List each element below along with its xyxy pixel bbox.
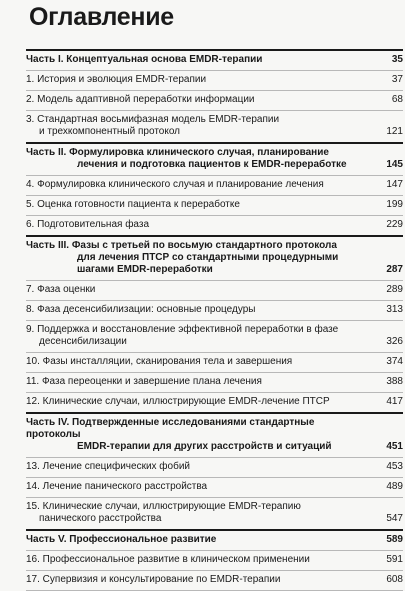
- toc-part-row: [26, 529, 403, 550]
- title-line: лечения и подготовка пациентов к EMDR-переработке: [77, 159, 347, 170]
- part-title: [26, 54, 373, 66]
- chapter-title: [26, 114, 373, 138]
- page-number: 147: [386, 179, 403, 190]
- chapter-title: [26, 574, 373, 586]
- chapter-title: [26, 219, 373, 231]
- title-line: Часть III. Фазы с третьей по восьмую стандартного протокола: [26, 240, 337, 251]
- page-number: 121: [386, 126, 403, 137]
- page-number: 289: [386, 284, 403, 295]
- toc-chapter-row: [26, 372, 403, 392]
- title-line: панического расстройства: [39, 513, 162, 524]
- toc-chapter-row: [26, 392, 403, 412]
- page-number: 374: [386, 356, 403, 367]
- title-line: EMDR-терапии для других расстройств и ситуаций: [77, 441, 332, 452]
- part-title: [26, 534, 373, 546]
- toc-chapter-row: [26, 280, 403, 300]
- page-number: 68: [391, 94, 403, 105]
- title-line: для лечения ПТСР со стандартными процедурными: [77, 252, 339, 263]
- title-line: 3. Стандартная восьмифазная модель EMDR-терапии: [26, 114, 280, 125]
- title-line: 5. Оценка готовности пациента к переработке: [26, 199, 240, 210]
- title-line: 14. Лечение панического расстройства: [26, 481, 208, 492]
- page-number: 608: [386, 574, 403, 585]
- title-line: 6. Подготовительная фаза: [26, 219, 150, 230]
- part-title: [26, 417, 373, 453]
- page-number: 417: [386, 396, 403, 407]
- page-number: 451: [386, 441, 403, 452]
- chapter-title: [26, 356, 373, 368]
- title-line: 11. Фаза переоценки и завершение плана лечения: [26, 376, 262, 387]
- title-line: Часть I. Концептуальная основа EMDR-терапии: [26, 54, 263, 65]
- chapter-title: [26, 179, 373, 191]
- toc-chapter-row: [26, 497, 403, 529]
- table-of-contents: [26, 49, 403, 591]
- chapter-title: [26, 304, 373, 316]
- toc-part-row: [26, 49, 403, 70]
- part-title: [26, 147, 373, 171]
- toc-part-row: [26, 235, 403, 280]
- title-line: 17. Супервизия и консультирование по EMDR-терапии: [26, 574, 281, 585]
- toc-chapter-row: [26, 477, 403, 497]
- title-line: 1. История и эволюция EMDR-терапии: [26, 74, 207, 85]
- title-line: 2. Модель адаптивной переработки информации: [26, 94, 255, 105]
- toc-chapter-row: [26, 570, 403, 591]
- page-number: 326: [386, 336, 403, 347]
- page-number: 287: [386, 264, 403, 275]
- title-line: Часть IV. Подтвержденные исследованиями стандартные протоколы: [26, 417, 315, 440]
- part-title: [26, 240, 373, 276]
- page-number: 547: [386, 513, 403, 524]
- toc-chapter-row: [26, 457, 403, 477]
- toc-chapter-row: [26, 550, 403, 570]
- toc-chapter-row: [26, 175, 403, 195]
- chapter-title: [26, 199, 373, 211]
- page-number: 145: [386, 159, 403, 170]
- page-number: 453: [386, 461, 403, 472]
- title-line: 10. Фазы инсталляции, сканирования тела и завершения: [26, 356, 293, 367]
- chapter-title: [26, 94, 373, 106]
- title-line: и трехкомпонентный протокол: [39, 126, 181, 137]
- chapter-title: [26, 396, 373, 408]
- page-number: 591: [386, 554, 403, 565]
- title-line: 4. Формулировка клинического случая и планирование лечения: [26, 179, 324, 190]
- page-number: 199: [386, 199, 403, 210]
- title-line: 15. Клинические случаи, иллюстрирующие EMDR-терапию: [26, 501, 301, 512]
- title-line: 16. Профессиональное развитие в клиническом применении: [26, 554, 310, 565]
- chapter-title: [26, 376, 373, 388]
- toc-chapter-row: [26, 352, 403, 372]
- page-number: 489: [386, 481, 403, 492]
- page-title: Оглавление: [29, 3, 174, 31]
- title-line: 9. Поддержка и восстановление эффективной переработки в фазе: [26, 324, 339, 335]
- toc-chapter-row: [26, 70, 403, 90]
- title-line: шагами EMDR-переработки: [77, 264, 213, 275]
- chapter-title: [26, 461, 373, 473]
- toc-chapter-row: [26, 320, 403, 352]
- chapter-title: [26, 501, 373, 525]
- chapter-title: [26, 284, 373, 296]
- page-number: 589: [386, 534, 403, 545]
- toc-chapter-row: [26, 90, 403, 110]
- title-line: Часть V. Профессиональное развитие: [26, 534, 217, 545]
- chapter-title: [26, 324, 373, 348]
- title-line: 7. Фаза оценки: [26, 284, 96, 295]
- title-line: Часть II. Формулировка клинического случая, планирование: [26, 147, 329, 158]
- toc-chapter-row: [26, 215, 403, 235]
- page-number: 388: [386, 376, 403, 387]
- title-line: 12. Клинические случаи, иллюстрирующие EMDR-лечение ПТСР: [26, 396, 330, 407]
- toc-chapter-row: [26, 195, 403, 215]
- page-number: 35: [391, 54, 403, 65]
- toc-part-row: [26, 412, 403, 457]
- page-number: 37: [391, 74, 403, 85]
- toc-chapter-row: [26, 110, 403, 142]
- chapter-title: [26, 554, 373, 566]
- title-line: 8. Фаза десенсибилизации: основные процедуры: [26, 304, 256, 315]
- toc-chapter-row: [26, 300, 403, 320]
- chapter-title: [26, 74, 373, 86]
- title-line: десенсибилизации: [39, 336, 127, 347]
- chapter-title: [26, 481, 373, 493]
- toc-part-row: [26, 142, 403, 175]
- page-number: 229: [386, 219, 403, 230]
- title-line: 13. Лечение специфических фобий: [26, 461, 190, 472]
- page-number: 313: [386, 304, 403, 315]
